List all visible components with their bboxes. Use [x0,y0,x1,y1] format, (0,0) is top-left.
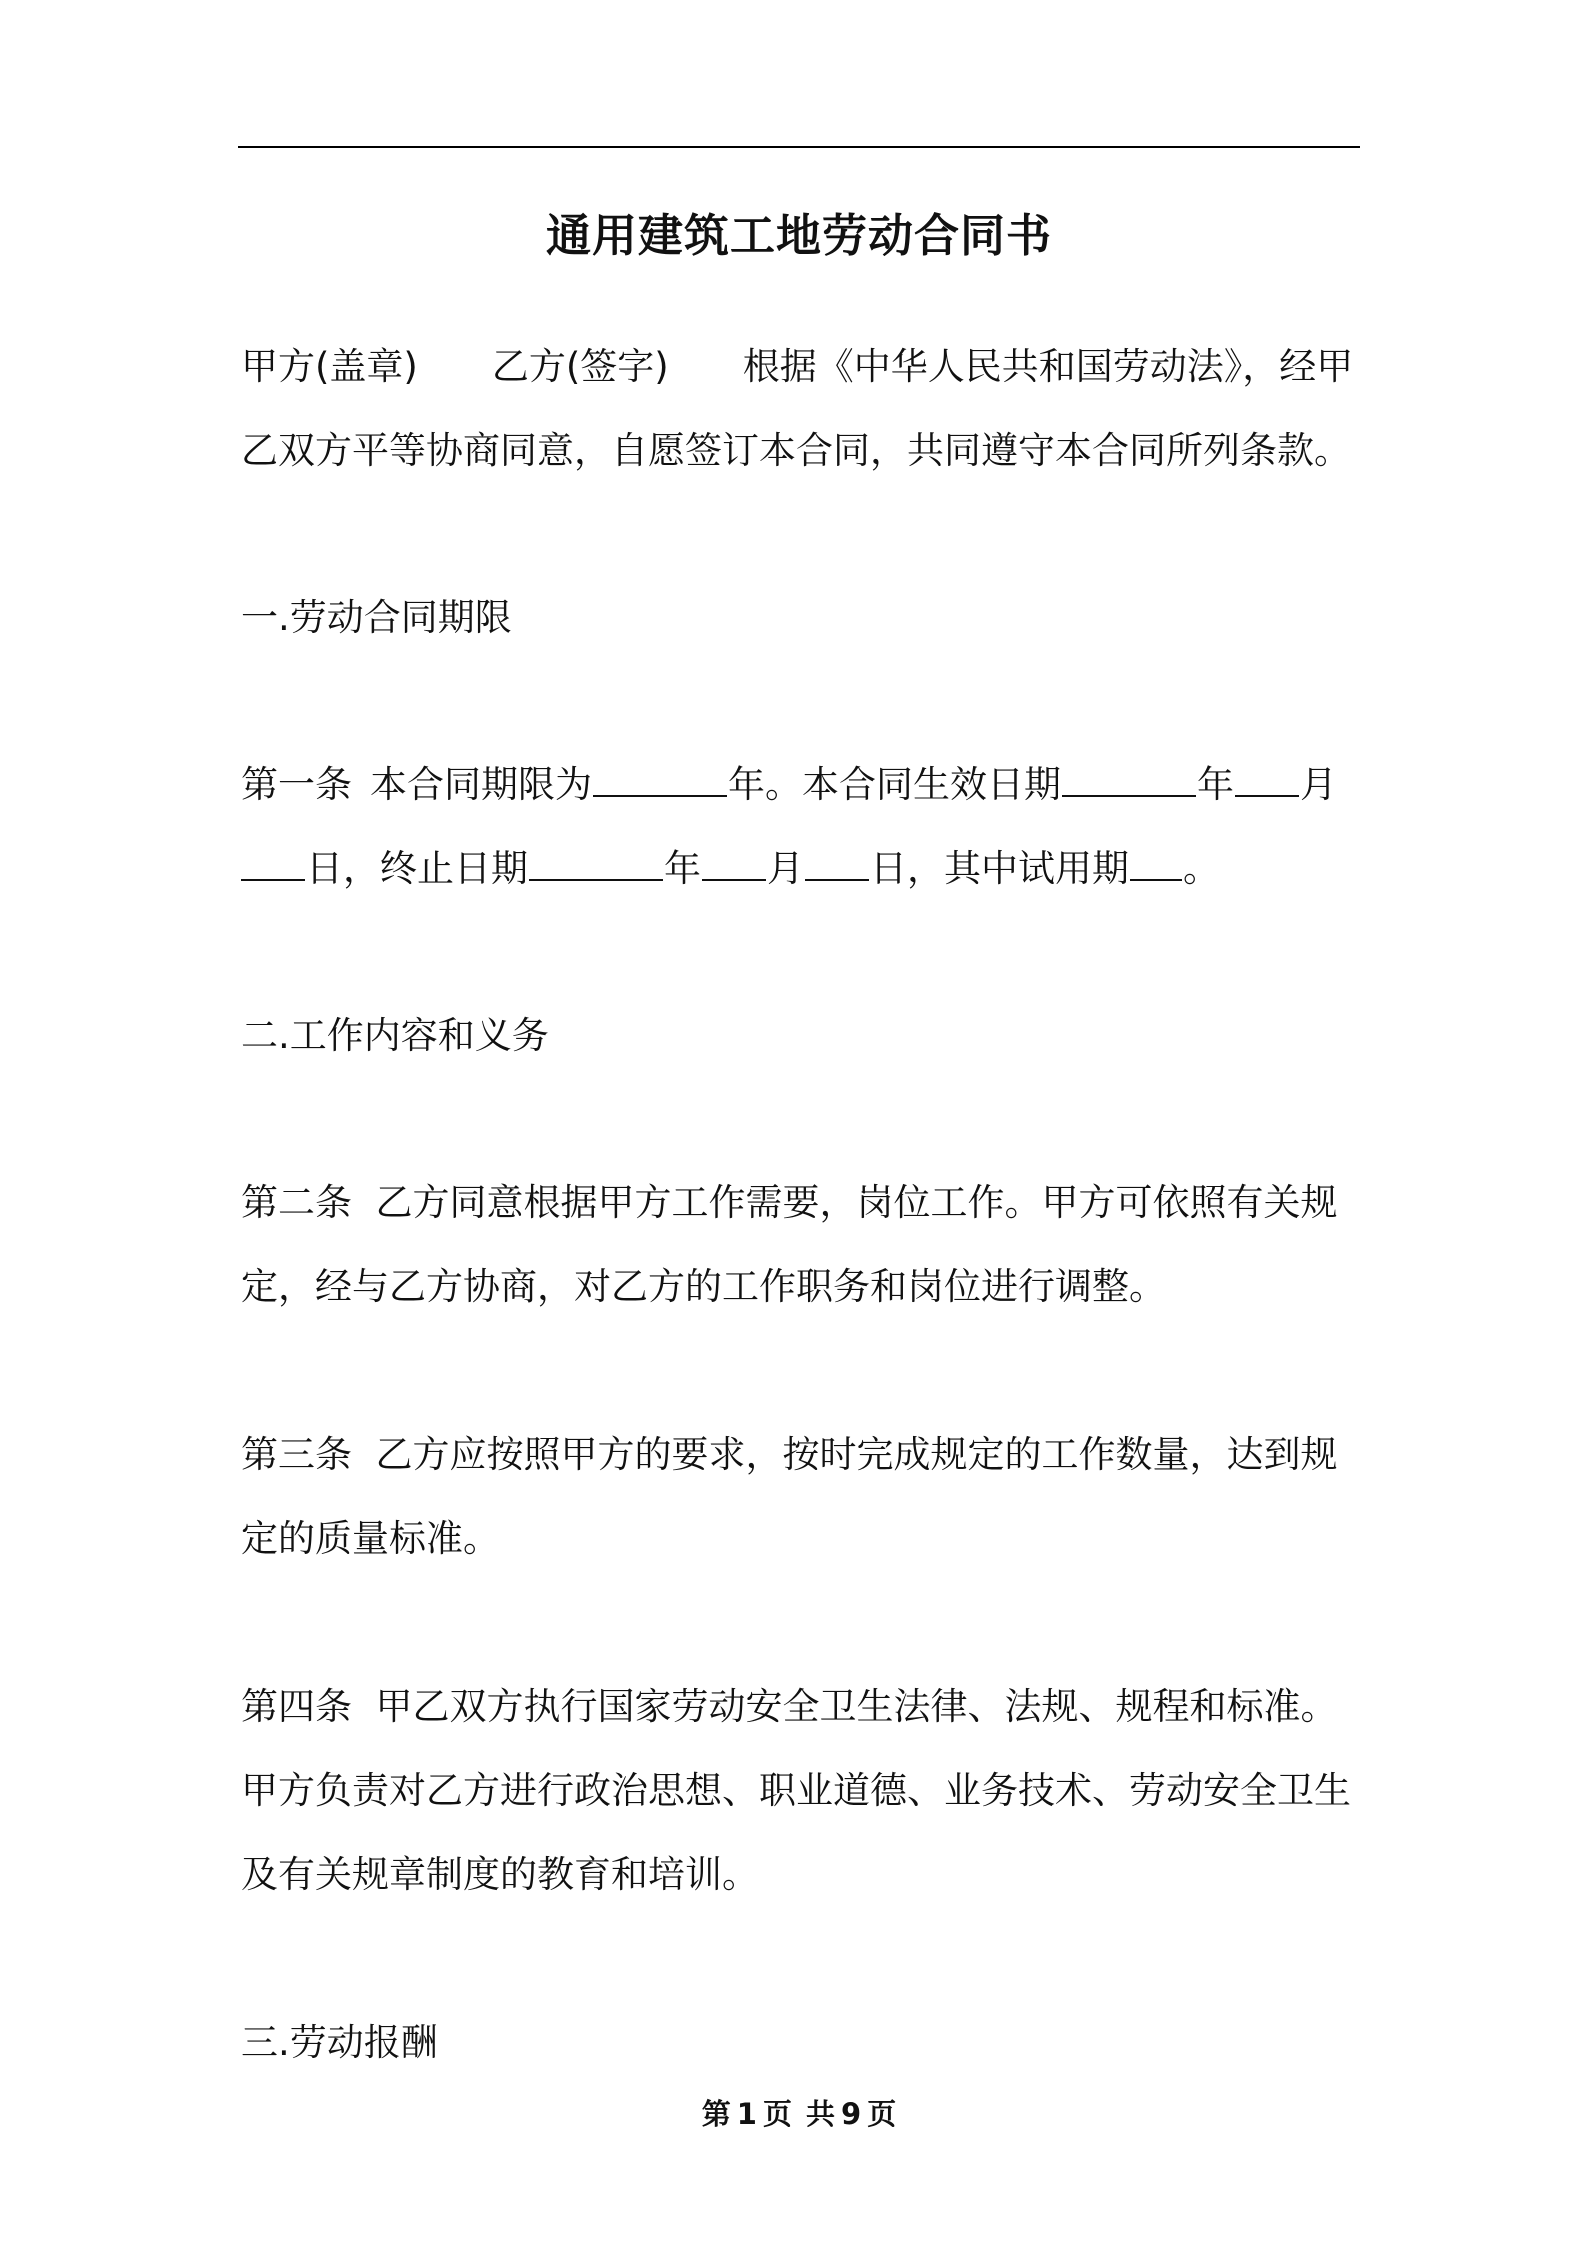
article-2-line-1: 第二条 乙方同意根据甲方工作需要，岗位工作。甲方可依照有关规 [241,1181,1338,1224]
section-heading-2: 二.工作内容和义务 [241,1014,549,1057]
article-1-text: 年 [1197,763,1234,806]
article-1-text: 年 [664,847,701,890]
party-b-label: 乙方(签字) [491,345,669,388]
document-title: 通用建筑工地劳动合同书 [545,209,1052,262]
party-a-label: 甲方(盖章) [241,345,418,388]
contract-years-blank[interactable] [593,757,727,797]
article-1-text: 年。本合同生效日期 [728,763,1061,806]
article-1-text: 日，其中试用期 [870,847,1129,890]
article-1-line-1 [241,743,1363,827]
article-1-label: 第一条 [241,763,352,806]
article-1-text: 月 [767,847,804,890]
article-1-text: 月 [1300,763,1337,806]
article-1-text: 。 [1183,847,1220,890]
section-heading-1: 一.劳动合同期限 [241,596,512,639]
section-heading-3: 三.劳动报酬 [241,2021,438,2064]
page-number-footer [238,2094,1360,2134]
article-4-line-1: 第四条 甲乙双方执行国家劳动安全卫生法律、法规、规程和标准。 [241,1685,1338,1728]
page-mid: 页 共 [762,2097,836,2131]
start-year-blank[interactable] [1062,757,1196,797]
start-day-blank[interactable] [241,841,305,881]
page-total: 9 [841,2097,862,2131]
end-day-blank[interactable] [805,841,869,881]
end-year-blank[interactable] [529,841,663,881]
end-month-blank[interactable] [702,841,766,881]
intro-line-1 [241,325,1363,409]
article-4-line-2: 甲方负责对乙方进行政治思想、职业道德、业务技术、劳动安全卫生 [241,1769,1351,1812]
intro-line-2: 乙双方平等协商同意，自愿签订本合同，共同遵守本合同所列条款。 [241,429,1351,472]
article-3-line-1: 第三条 乙方应按照甲方的要求，按时完成规定的工作数量，达到规 [241,1433,1338,1476]
page-current: 1 [736,2097,757,2131]
article-2-line-2: 定，经与乙方协商，对乙方的工作职务和岗位进行调整。 [241,1265,1166,1308]
document-body [241,325,1363,2085]
basis-text-1: 根据《中华人民共和国劳动法》，经甲 [742,345,1354,388]
article-1-text: 本合同期限为 [370,763,592,806]
page-suffix: 页 [867,2097,897,2131]
probation-blank[interactable] [1130,841,1182,881]
start-month-blank[interactable] [1235,757,1299,797]
header-rule [238,146,1360,148]
article-3-line-2: 定的质量标准。 [241,1517,500,1560]
article-4-line-3: 及有关规章制度的教育和培训。 [241,1853,759,1896]
article-1-text: 日，终止日期 [306,847,528,890]
page-prefix: 第 [701,2097,731,2131]
article-1-line-2 [241,827,1363,911]
